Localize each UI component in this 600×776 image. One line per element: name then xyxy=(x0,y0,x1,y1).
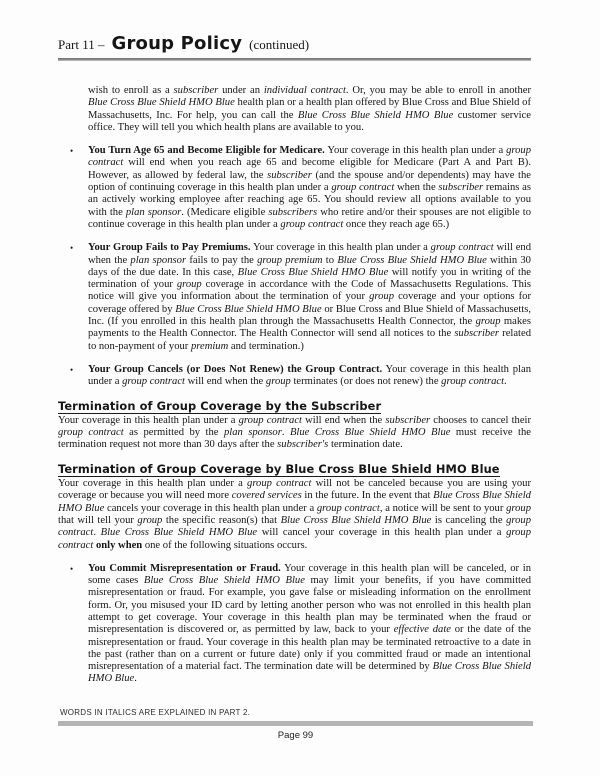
text-run: group xyxy=(265,376,291,388)
text-run: related to non-payment of your xyxy=(88,328,531,352)
text-run: Blue Cross Blue Shield HMO Blue xyxy=(100,527,258,539)
text-run: and termination.) xyxy=(228,340,304,352)
text-run: group contract xyxy=(331,182,395,194)
text-run: Blue Cross Blue Shield HMO Blue xyxy=(237,266,389,278)
text-run: group contract xyxy=(58,514,531,539)
bullet-text xyxy=(88,563,531,686)
text-run: once they reach age 65.) xyxy=(343,218,450,230)
text-run: chooses to cancel their xyxy=(430,414,531,426)
section-heading xyxy=(58,463,531,475)
text-run: plan sponsor xyxy=(130,254,187,266)
text-run: will end when you reach age 65 and become eligible for Medicare (Part A and Part B). However, as allowed by federal law, the xyxy=(88,157,531,181)
paragraph xyxy=(58,478,531,552)
text-run: Blue Cross Blue Shield HMO Blue xyxy=(58,490,531,514)
text-run: . Or, you may be able to enroll in another xyxy=(345,85,531,96)
text-run: Blue Cross Blue Shield HMO Blue xyxy=(175,303,322,315)
text-run: . xyxy=(504,376,507,388)
text-run: , a notice will be sent to your xyxy=(379,502,507,514)
text-run: group contract xyxy=(280,218,344,230)
text-run: who retire and/or their spouses are not eligible to continue coverage in this health plan under a xyxy=(88,206,531,230)
text-run: Your coverage in this health plan under a xyxy=(58,414,239,426)
text-run: plan sponsor xyxy=(223,427,282,439)
text-run: coverage and your options for coverage offered by xyxy=(88,291,531,315)
bullet-item xyxy=(70,145,531,231)
text-run: (and the spouse and/or dependents) may have the option of continuing coverage in this health plan under a xyxy=(88,169,531,194)
text-run: group contract xyxy=(58,527,531,551)
bullet-text xyxy=(88,242,531,353)
text-run: only when xyxy=(95,539,143,551)
text-run: health plan or a health plan offered by Blue Cross and Blue Shield of Massachusetts, Inc. For help, you can call the xyxy=(88,97,531,121)
text-run: Your Group Cancels (or Does Not Renew) the Group Contract. xyxy=(88,363,383,375)
text-run: subscriber xyxy=(267,169,312,181)
text-run: is canceling the xyxy=(431,514,507,526)
text-run: Your coverage in this health plan under a xyxy=(88,363,531,388)
text-run: subscriber xyxy=(385,414,431,426)
text-run: coverage in accordance with the Code of Massachusetts Regulations. This notice will give you information about the termination of your xyxy=(88,279,531,303)
text-run: Blue Cross Blue Shield HMO Blue xyxy=(143,575,305,587)
text-run: . xyxy=(134,673,137,685)
text-run: remains as an actively working employee after reaching age 65. You should review all options available to you with the xyxy=(88,182,531,218)
header-part-label: Part 11 – xyxy=(58,37,105,52)
text-run: terminates (or does not renew) the xyxy=(290,376,442,388)
bullet-marker-icon: • xyxy=(70,364,74,375)
header-continued-label: (continued) xyxy=(249,37,310,52)
text-run: subscriber xyxy=(438,182,484,194)
text-run: group contract xyxy=(316,502,380,514)
text-run: within 30 days of the due date. In this case, xyxy=(88,254,531,278)
text-run: . xyxy=(93,527,101,539)
text-run: Your Group Fails to Pay Premiums. xyxy=(88,242,251,254)
text-run: Blue Cross Blue Shield HMO Blue xyxy=(297,109,454,121)
text-run: subscriber xyxy=(454,328,500,340)
bullet-marker-icon: • xyxy=(70,563,74,574)
text-run: termination date. xyxy=(328,439,403,451)
text-run: covered services xyxy=(231,490,302,502)
text-run: group contract xyxy=(247,478,312,490)
section-heading xyxy=(58,400,531,412)
bullet-marker-icon: • xyxy=(70,146,74,157)
text-run: premium xyxy=(190,340,229,352)
text-run: You Commit Misrepresentation or Fraud. xyxy=(88,562,281,574)
text-run: group contract xyxy=(88,145,532,169)
text-run: to xyxy=(322,254,338,266)
text-run: may limit your benefits, if you have committed misrepresentation or fraud. For example, you gave false or misleading information on the enrollment form. Or, you misused your ID card by letting another person who was not enrolled in this health plan attempt to get coverage. Your coverage in this health plan may be terminated when the fraud or misrepresentation is discovered or, as permitted by law, back to your xyxy=(88,575,531,636)
bullet-item xyxy=(70,242,531,353)
text-run: will not be canceled because you are using your coverage or because you will need more xyxy=(58,478,531,502)
text-run: will cancel your coverage in this health plan under a xyxy=(257,527,507,539)
text-run: or Blue Cross and Blue Shield of Massachusetts, Inc. (If you enrolled in this health plan through the Massachusetts Health Connector, the xyxy=(88,303,531,328)
text-run: Blue Cross Blue Shield HMO Blue xyxy=(280,514,432,526)
page-number: Page 99 xyxy=(277,730,314,741)
text-run: customer service office. They will tell you which health plans are available to you. xyxy=(88,109,531,133)
page-header xyxy=(0,0,600,56)
text-run: subscriber xyxy=(173,85,219,96)
section-heading-text xyxy=(58,462,500,478)
bullet-text xyxy=(88,364,531,389)
page-footer xyxy=(0,708,600,741)
text-run: Termination of Group Coverage by Blue Cross Blue Shield HMO Blue xyxy=(58,461,500,476)
text-run: group contract xyxy=(58,427,124,439)
text-run: as permitted by the xyxy=(123,427,224,439)
text-run: makes payments to the Health Connector. The Health Connector will send all notices to the xyxy=(88,316,531,340)
text-run: must receive the termination request not more than 30 days after the xyxy=(58,427,531,451)
text-run: Your coverage in this health plan will be canceled, or in some cases xyxy=(88,562,531,587)
text-run: will end when the xyxy=(88,242,532,266)
text-run: Blue Cross Blue Shield HMO Blue xyxy=(88,661,531,685)
text-run: subscribers xyxy=(268,206,318,218)
text-run: group contract xyxy=(238,414,302,426)
bullet-marker-icon: • xyxy=(70,243,74,254)
text-run: Termination of Group Coverage by the Subscriber xyxy=(58,398,382,413)
text-run: group xyxy=(475,316,501,328)
text-run: . (Medicare eligible xyxy=(181,206,269,218)
text-run: cancels your coverage in this health plan under a xyxy=(104,502,317,514)
document-body xyxy=(0,61,600,686)
paragraph xyxy=(88,85,531,134)
text-run: group premium xyxy=(257,254,323,266)
text-run: Blue Cross Blue Shield HMO Blue xyxy=(337,254,487,266)
text-run: group contract xyxy=(122,376,185,388)
text-run: group contract xyxy=(430,242,494,254)
text-run: that will tell your xyxy=(58,514,138,526)
text-run: subscriber's xyxy=(277,439,329,451)
section-heading-text xyxy=(58,399,381,415)
text-run: group xyxy=(506,502,532,514)
text-run: Your coverage in this health plan under a xyxy=(324,145,507,157)
italics-note: WORDS IN ITALICS ARE EXPLAINED IN PART 2. xyxy=(60,708,251,717)
text-run: will end when the xyxy=(185,376,266,388)
text-run: wish to enroll as a xyxy=(88,85,174,96)
text-run: group xyxy=(369,291,394,303)
text-run: plan sponsor xyxy=(125,206,182,218)
text-run: one of the following situations occurs. xyxy=(142,539,308,551)
text-run: when the xyxy=(394,182,439,194)
text-run: You Turn Age 65 and Become Eligible for Medicare. xyxy=(88,145,325,157)
text-run: Your coverage in this health plan under a xyxy=(58,478,248,490)
text-run: . xyxy=(281,427,290,439)
bullet-item xyxy=(70,563,531,686)
text-run: will end when the xyxy=(302,414,386,426)
bullet-item xyxy=(70,364,531,389)
text-run: group xyxy=(137,514,163,526)
text-run: will notify you in writing of the termination of your xyxy=(88,266,531,291)
text-run: Blue Cross Blue Shield HMO Blue xyxy=(88,97,235,109)
text-run: Blue Cross Blue Shield HMO Blue xyxy=(289,427,451,439)
page-title: Group Policy xyxy=(111,33,243,54)
text-run: the specific reason(s) that xyxy=(162,514,281,526)
footer-bar xyxy=(58,721,533,726)
text-run: effective date xyxy=(393,624,451,636)
text-run: fails to pay the xyxy=(186,254,258,266)
text-run: group contract xyxy=(441,376,505,388)
text-run: under an xyxy=(218,85,264,96)
text-run: individual contract xyxy=(263,85,346,96)
text-run: or the date of the misrepresentation or fraud. Your coverage in this health plan may be terminated retroactive to a date in the past (rather than on a current or future date) only if you committed fraud or made an intentional misrepresentation of a material fact. The termination date will be determined by xyxy=(88,624,532,673)
text-run: in the future. In the event that xyxy=(301,490,434,502)
text-run: Your coverage in this health plan under a xyxy=(250,242,431,254)
paragraph xyxy=(58,415,531,452)
bullet-text xyxy=(88,145,531,231)
text-run: group xyxy=(176,279,202,291)
